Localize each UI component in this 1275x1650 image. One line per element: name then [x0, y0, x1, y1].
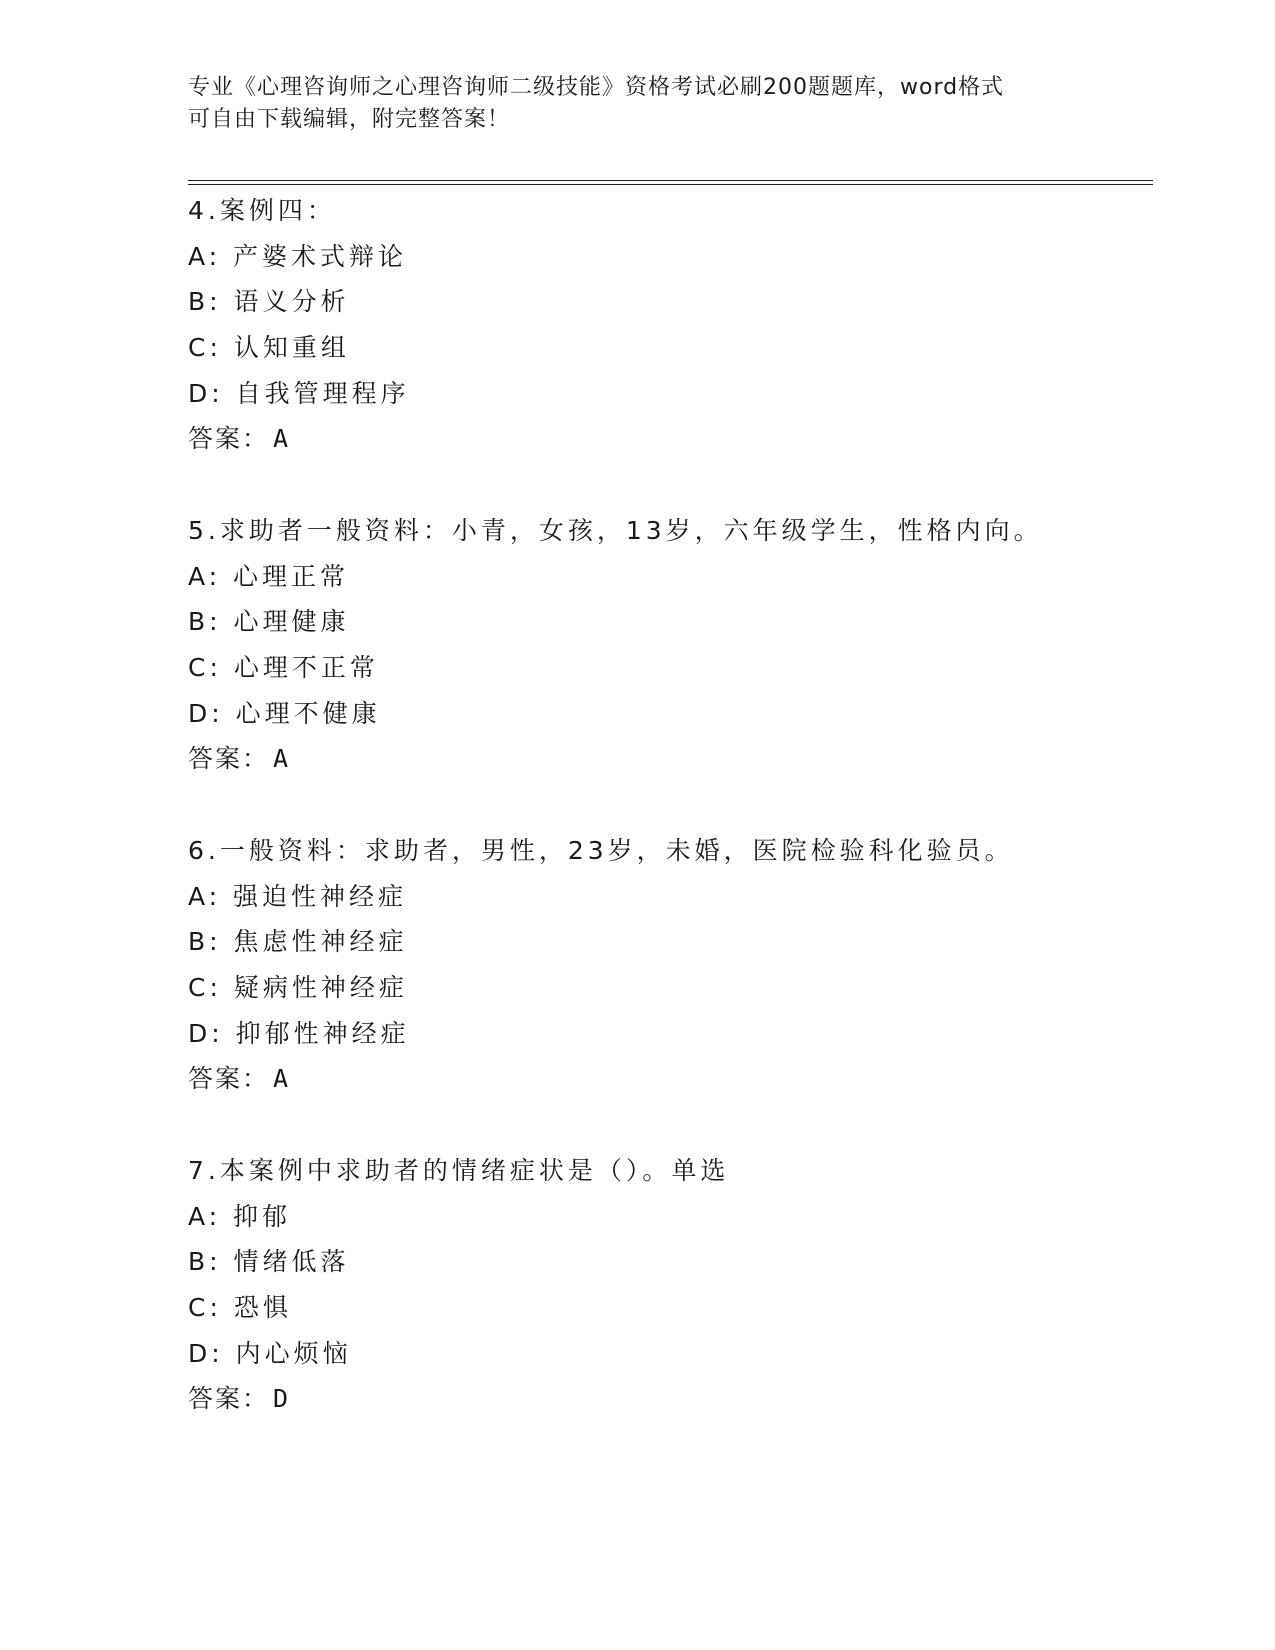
option-c: C: 恐惧	[188, 1293, 292, 1323]
answer-line	[188, 416, 1148, 462]
question-block	[188, 828, 1148, 1102]
question-stem: 4.案例四：	[188, 196, 336, 225]
question-block	[188, 1148, 1148, 1422]
option-d: D: 内心烦恼	[188, 1338, 352, 1368]
header-title-line-2: 可自由下载编辑，附完整答案！	[188, 107, 511, 132]
question-stem: 5.求助者一般资料：小青，女孩，13岁，六年级学生，性格内向。	[188, 516, 1043, 545]
option-a: A: 强迫性神经症	[188, 881, 408, 911]
answer-label: 答案：	[188, 1064, 270, 1094]
option-b: B: 语义分析	[188, 287, 350, 317]
answer-label: 答案：	[188, 1384, 270, 1414]
document-header	[188, 72, 1088, 136]
option-b: B: 情绪低落	[188, 1247, 350, 1277]
question-block	[188, 188, 1148, 462]
option-c: C: 心理不正常	[188, 653, 379, 683]
option-a: A: 产婆术式辩论	[188, 241, 408, 271]
answer-line	[188, 736, 1148, 782]
option-a: A: 抑郁	[188, 1201, 292, 1231]
answer-line	[188, 1376, 1148, 1422]
answer-value: A	[273, 424, 291, 454]
option-d: D: 抑郁性神经症	[188, 1018, 410, 1048]
option-d: D: 自我管理程序	[188, 378, 410, 408]
option-d: D: 心理不健康	[188, 698, 381, 728]
question-block	[188, 508, 1148, 782]
question-stem: 7.本案例中求助者的情绪症状是（）。单选	[188, 1156, 730, 1185]
question-stem: 6.一般资料：求助者，男性，23岁，未婚，医院检验科化验员。	[188, 836, 1014, 865]
option-a: A: 心理正常	[188, 561, 350, 591]
answer-label: 答案：	[188, 744, 270, 774]
answer-value: A	[273, 744, 291, 774]
answer-value: D	[273, 1384, 291, 1414]
header-divider	[188, 180, 1153, 185]
option-b: B: 心理健康	[188, 607, 350, 637]
option-b: B: 焦虑性神经症	[188, 927, 408, 957]
answer-label: 答案：	[188, 424, 270, 454]
answer-line	[188, 1056, 1148, 1102]
option-c: C: 疑病性神经症	[188, 973, 408, 1003]
answer-value: A	[273, 1064, 291, 1094]
header-title-line-1: 专业《心理咨询师之心理咨询师二级技能》资格考试必刷200题题库，word格式	[188, 75, 1005, 100]
option-c: C: 认知重组	[188, 333, 350, 363]
